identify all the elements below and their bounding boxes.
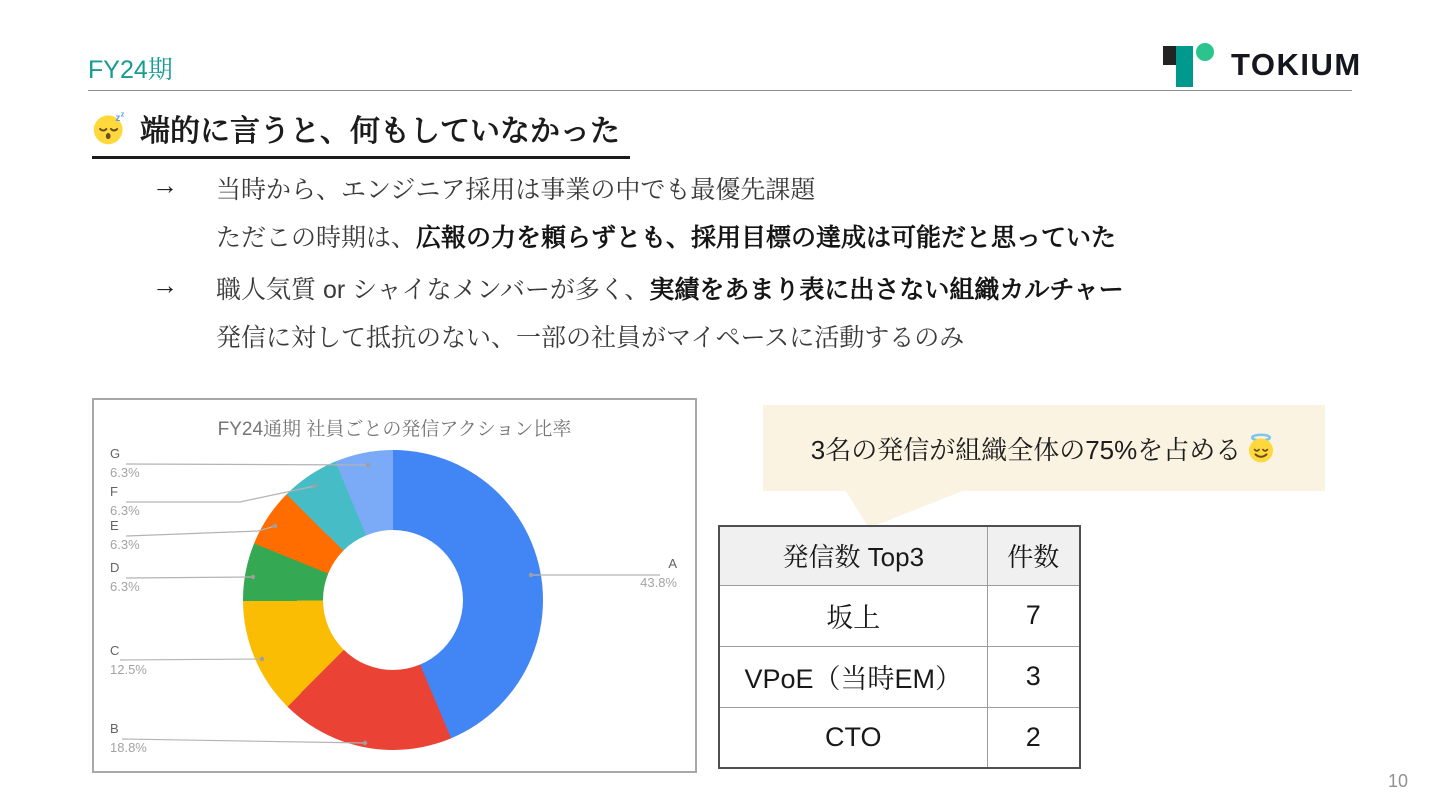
table-header-count: 件数 — [987, 526, 1080, 585]
bullet-2-line-2: 発信に対して抵抗のない、一部の社員がマイペースに活動するのみ — [216, 324, 965, 352]
table-header-row — [719, 526, 1080, 585]
table-cell-count: 2 — [987, 707, 1080, 768]
pie-label-E: E 6.3% — [110, 518, 140, 552]
tokium-logo-icon — [1163, 42, 1215, 88]
logo-green-dot — [1196, 43, 1214, 61]
bullet-arrow-icon: → — [152, 270, 178, 300]
pie-label-G: G 6.3% — [110, 446, 140, 480]
smiling-face-with-halo-emoji — [1245, 432, 1277, 464]
bullet-arrow-icon: → — [152, 170, 178, 200]
pie-label-F: F 6.3% — [110, 484, 140, 518]
sleeping-face-emoji — [92, 110, 128, 146]
pie-label-B: B 18.8% — [110, 721, 147, 755]
pie-label-A: A 43.8% — [640, 556, 677, 590]
donut-chart-panel — [92, 398, 697, 773]
slide-header-label: FY24期 — [88, 56, 173, 84]
header-divider — [88, 90, 1352, 91]
table-row — [719, 646, 1080, 707]
tokium-logo — [1163, 42, 1362, 88]
bullet-2-line-1: 職人気質 or シャイなメンバーが多く、実績をあまり表に出さない組織カルチャー — [216, 276, 1124, 304]
svg-text:z: z — [115, 112, 121, 124]
headline — [92, 106, 630, 159]
bullet-1-line-1: 当時から、エンジニア採用は事業の中でも最優先課題 — [216, 176, 816, 204]
table-header-name: 発信数 Top3 — [719, 526, 987, 585]
tokium-logo-text: TOKIUM — [1231, 47, 1362, 82]
table-cell-count: 7 — [987, 585, 1080, 646]
table-row — [719, 585, 1080, 646]
leader-lines — [94, 400, 695, 771]
callout-tail — [845, 490, 965, 528]
chart-title: FY24通期 社員ごとの発信アクション比率 — [217, 419, 572, 440]
top3-table — [718, 525, 1081, 769]
svg-text:z: z — [120, 110, 125, 119]
bullet-1-line-2: ただこの時期は、広報の力を頼らずとも、採用目標の達成は可能だと思っていた — [216, 224, 1117, 252]
table-cell-count: 3 — [987, 646, 1080, 707]
table-cell-name: VPoE（当時EM） — [719, 646, 987, 707]
table-cell-name: CTO — [719, 707, 987, 768]
page-number: 10 — [1387, 771, 1408, 791]
callout-text: 3名の発信が組織全体の75%を占める — [810, 434, 1242, 465]
pie-label-D: D 6.3% — [110, 560, 140, 594]
pie-label-C: C 12.5% — [110, 643, 147, 677]
table-cell-name: 坂上 — [719, 585, 987, 646]
table-row — [719, 707, 1080, 768]
logo-teal-bar — [1176, 46, 1193, 87]
headline-text: 端的に言うと、何もしていなかった — [140, 115, 620, 148]
callout-bubble — [763, 405, 1325, 491]
